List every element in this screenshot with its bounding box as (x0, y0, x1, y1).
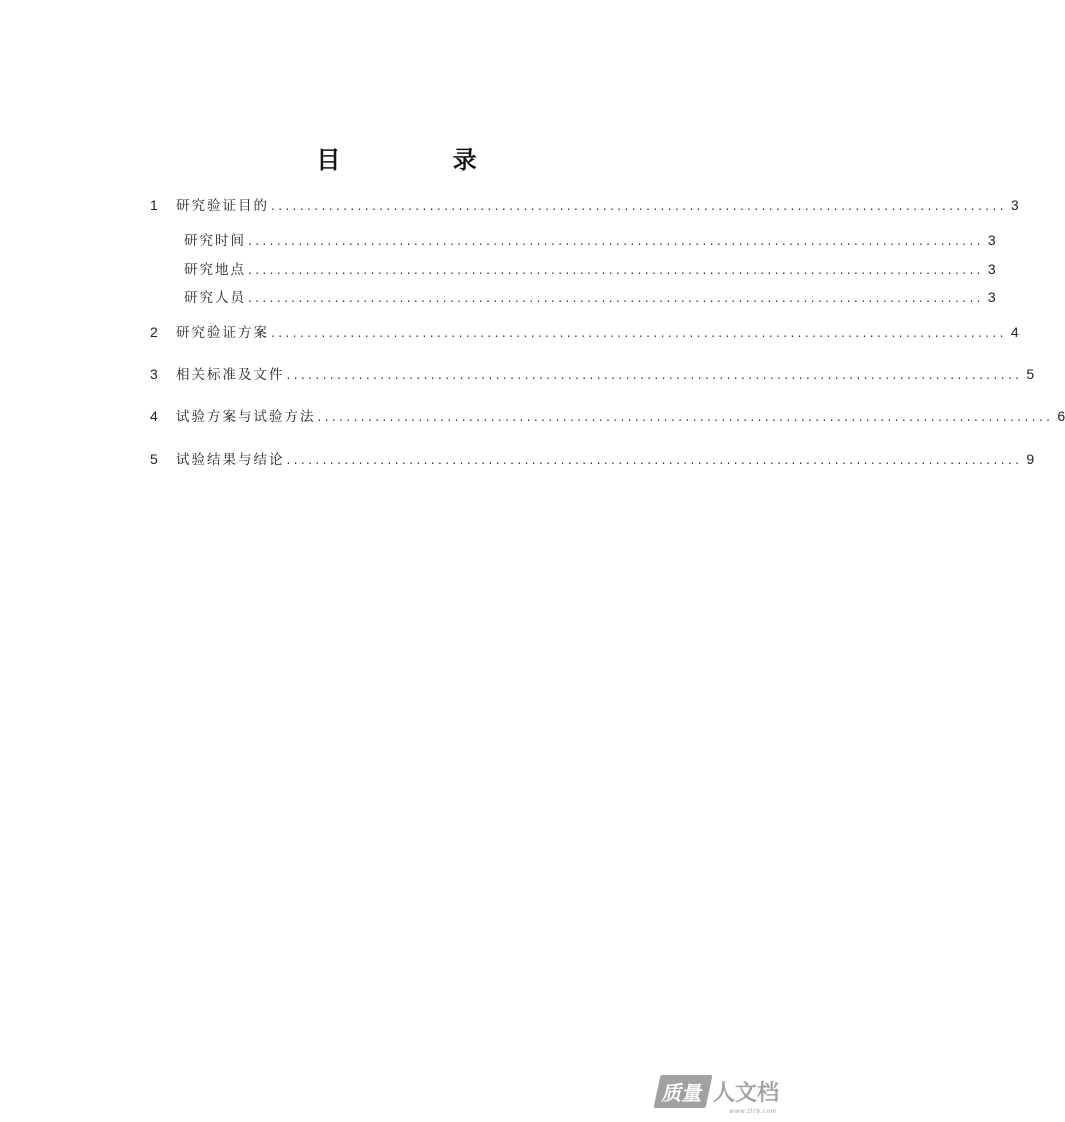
toc-leader-dots: ...................................................................................................... (286, 368, 1023, 382)
toc-subentry[interactable] (150, 229, 996, 251)
toc-entry-title: 研究人员 (184, 290, 246, 306)
toc-entry-page: 3 (987, 261, 996, 277)
toc-entry-title: 研究验证目的 (176, 198, 269, 214)
toc-entry-number: 3 (150, 366, 158, 382)
toc-entry-page: 3 (987, 289, 996, 305)
watermark-box-text: 质量 (653, 1075, 712, 1108)
toc-entry-title: 研究时间 (184, 233, 246, 249)
toc-entry[interactable] (150, 405, 1065, 427)
toc-entry-title: 相关标准及文件 (176, 367, 285, 383)
toc-entry[interactable] (150, 321, 1019, 343)
toc-entry-number: 4 (150, 408, 158, 424)
toc-subentry[interactable] (150, 286, 996, 308)
toc-entry-page: 6 (1057, 408, 1065, 424)
toc-entry-page: 3 (1010, 197, 1019, 213)
watermark-url: www.zlr9.com (729, 1108, 777, 1115)
toc-entry-title: 试验结果与结论 (176, 452, 285, 468)
toc-entry-number: 2 (150, 324, 158, 340)
toc-leader-dots: ...................................................................................................... (248, 291, 984, 305)
toc-entry-page: 3 (987, 232, 996, 248)
watermark-brand: 人文档 (712, 1081, 779, 1106)
toc-leader-dots: ...................................................................................................... (248, 234, 984, 248)
toc-entry[interactable] (150, 448, 1035, 470)
toc-leader-dots: ...................................................................................................... (317, 410, 1054, 424)
page-title: 目 录 (316, 145, 529, 174)
toc-leader-dots: ...................................................................................................... (286, 453, 1023, 467)
toc-leader-dots: ...................................................................................................... (271, 199, 1007, 213)
watermark-logo (657, 1075, 779, 1115)
toc-entry-number: 5 (150, 451, 158, 467)
toc-entry[interactable] (150, 194, 1019, 216)
toc-entry[interactable] (150, 363, 1035, 385)
toc-entry-title: 研究验证方案 (176, 325, 269, 341)
toc-entry-page: 4 (1010, 324, 1019, 340)
toc-entry-number: 1 (150, 197, 158, 213)
toc-leader-dots: ...................................................................................................... (271, 326, 1007, 340)
toc-entry-page: 9 (1026, 451, 1035, 467)
watermark-text (712, 1076, 779, 1115)
toc-leader-dots: ...................................................................................................... (248, 263, 984, 277)
toc-entry-title: 研究地点 (184, 262, 246, 278)
toc-entry-title: 试验方案与试验方法 (176, 409, 316, 425)
toc-subentry[interactable] (150, 258, 996, 280)
toc-entry-page: 5 (1026, 366, 1035, 382)
